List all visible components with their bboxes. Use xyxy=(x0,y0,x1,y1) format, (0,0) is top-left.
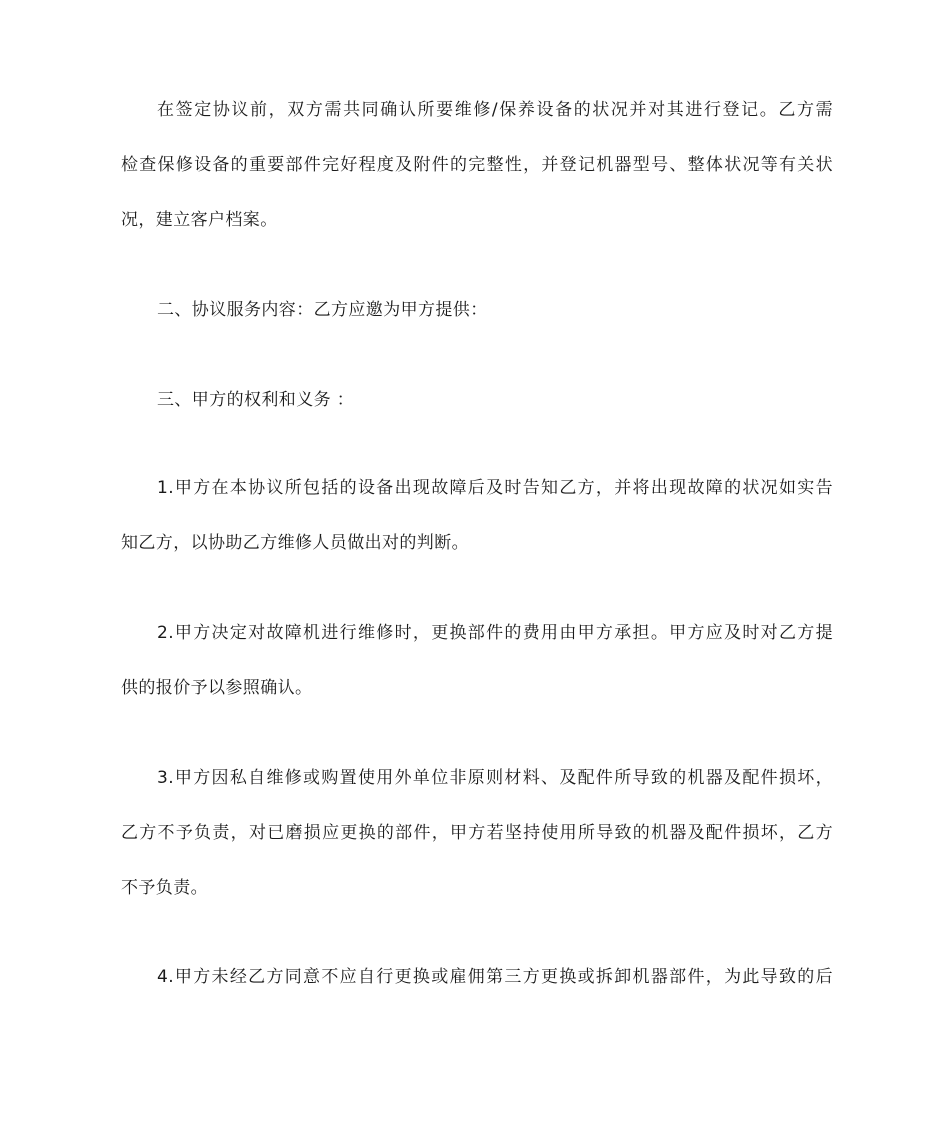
clause-1-line-2: 知乙方，以协助乙方维修人员做出对的判断。 xyxy=(121,533,469,553)
paragraph-1-line-2: 检查保修设备的重要部件完好程度及附件的完整性，并登记机器型号、整体状况等有关状 xyxy=(121,155,833,175)
section-heading-3: 三、甲方的权利和义务 ： xyxy=(157,390,355,410)
clause-4-line-1: 4.甲方未经乙方同意不应自行更换或雇佣第三方更换或拆卸机器部件，为此导致的后 xyxy=(157,967,833,987)
section-heading-2: 二、协议服务内容：乙方应邀为甲方提供： xyxy=(157,300,488,320)
paragraph-1-line-3: 况，建立客户档案。 xyxy=(121,210,278,230)
clause-3-line-1: 3.甲方因私自维修或购置使用外单位非原则材料、及配件所导致的机器及配件损坏， xyxy=(157,768,833,788)
clause-2-line-1: 2.甲方决定对故障机进行维修时，更换部件的费用由甲方承担。甲方应及时对乙方提 xyxy=(157,623,833,643)
clause-3-line-2: 乙方不予负责，对已磨损应更换的部件，甲方若坚持使用所导致的机器及配件损坏，乙方 xyxy=(121,823,833,843)
clause-1-line-1: 1.甲方在本协议所包括的设备出现故障后及时告知乙方，并将出现故障的状况如实告 xyxy=(157,478,833,498)
clause-3-line-3: 不予负责。 xyxy=(121,878,208,898)
clause-2-line-2: 供的报价予以参照确认。 xyxy=(121,678,313,698)
paragraph-1-line-1: 在签定协议前，双方需共同确认所要维修/保养设备的状况并对其进行登记。乙方需 xyxy=(157,100,833,120)
